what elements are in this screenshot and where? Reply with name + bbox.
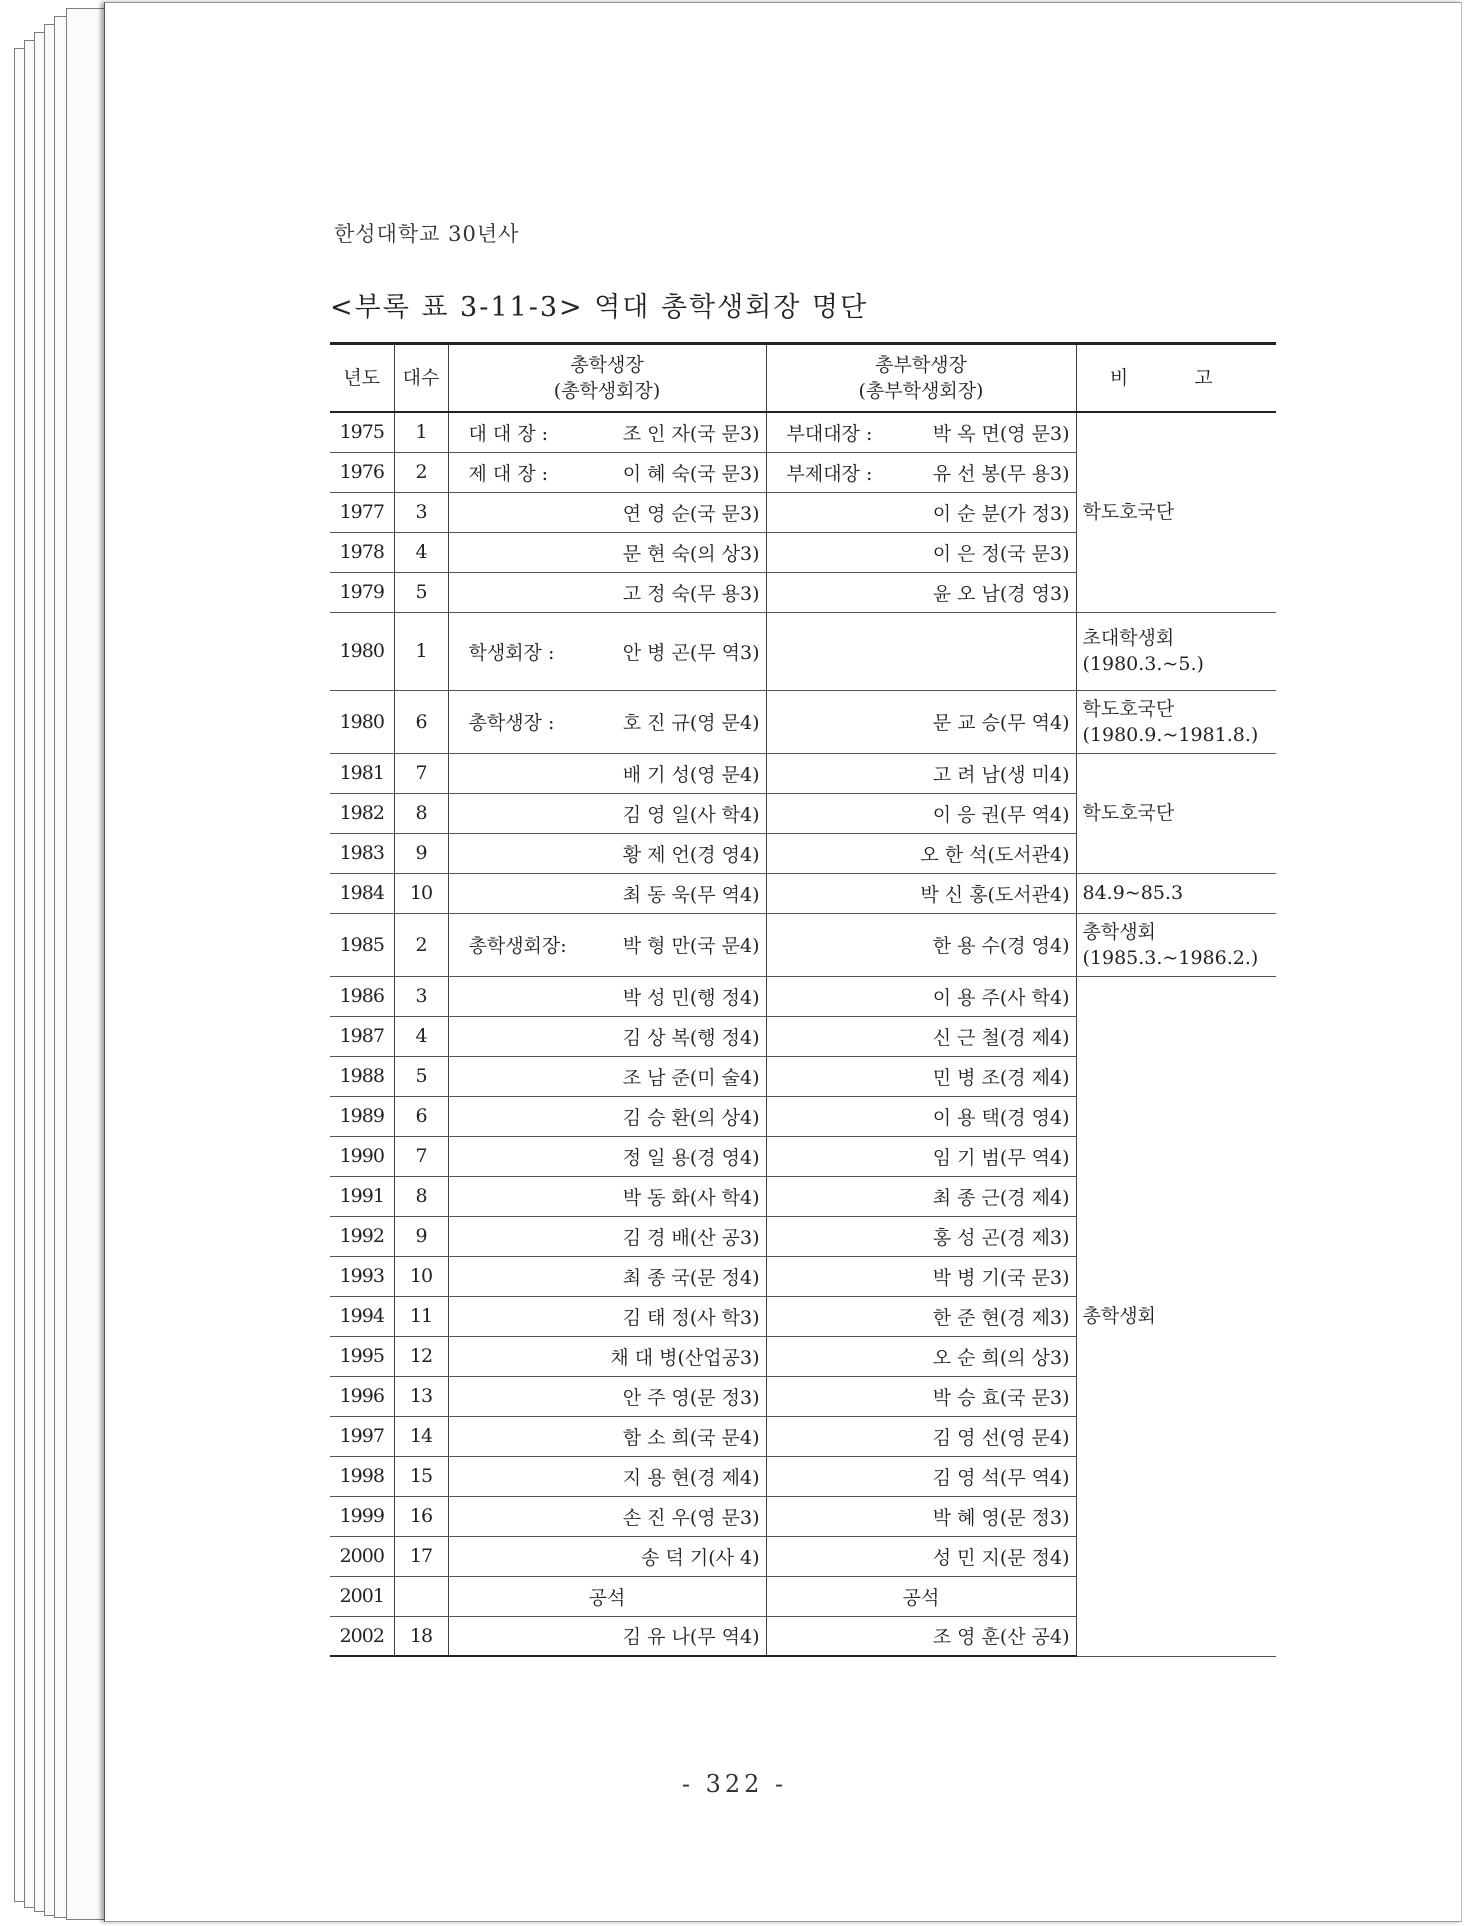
year-cell: 1984 — [330, 873, 394, 913]
vp-cell: 이 은 정(국 문3) — [766, 532, 1076, 572]
president-cell: 최 종 국(문 정4) — [448, 1256, 766, 1296]
vp-cell: 문 교 승(무 역4) — [766, 690, 1076, 753]
vp-cell: 고 려 남(생 미4) — [766, 753, 1076, 793]
vp-cell: 박 혜 영(문 정3) — [766, 1496, 1076, 1536]
generation-cell: 9 — [394, 833, 448, 873]
remark-cell — [1076, 690, 1276, 753]
vp-cell: 임 기 범(무 역4) — [766, 1136, 1076, 1176]
president-cell: 김 유 나(무 역4) — [448, 1616, 766, 1656]
col-header-vice-president — [766, 344, 1076, 413]
president-cell: 박 성 민(행 정4) — [448, 976, 766, 1016]
president-cell: 채 대 병(산업공3) — [448, 1336, 766, 1376]
remark-line: 학도호국단 — [1082, 697, 1175, 720]
president-name: 이 혜 숙(국 문3) — [622, 462, 760, 485]
year-cell: 2000 — [330, 1536, 394, 1576]
year-cell: 1981 — [330, 753, 394, 793]
remark-cell: 학도호국단 — [1076, 753, 1276, 873]
table-row — [330, 753, 1276, 793]
generation-cell: 13 — [394, 1376, 448, 1416]
vp-cell: 김 영 석(무 역4) — [766, 1456, 1076, 1496]
generation-cell: 1 — [394, 412, 448, 452]
year-cell: 1980 — [330, 690, 394, 753]
generation-cell: 1 — [394, 612, 448, 690]
president-name: 안 병 곤(무 역3) — [622, 641, 760, 664]
col-header-remarks: 비 고 — [1076, 344, 1276, 413]
vp-cell: 조 영 훈(산 공4) — [766, 1616, 1076, 1656]
year-cell: 1982 — [330, 793, 394, 833]
table-title: <부록 표 3-11-3> 역대 총학생회장 명단 — [330, 292, 869, 323]
vp-cell: 공석 — [766, 1576, 1076, 1616]
generation-cell: 18 — [394, 1616, 448, 1656]
year-cell: 1980 — [330, 612, 394, 690]
year-cell: 1995 — [330, 1336, 394, 1376]
vp-cell — [766, 412, 1076, 452]
vp-cell: 이 순 분(가 정3) — [766, 492, 1076, 532]
generation-cell: 6 — [394, 690, 448, 753]
col-header-generation: 대수 — [394, 344, 448, 413]
student-president-table — [330, 342, 1276, 1657]
generation-cell: 7 — [394, 1136, 448, 1176]
president-cell: 고 정 숙(무 용3) — [448, 572, 766, 612]
remark-cell — [1076, 612, 1276, 690]
generation-cell: 16 — [394, 1496, 448, 1536]
year-cell: 1985 — [330, 913, 394, 976]
year-cell: 1978 — [330, 532, 394, 572]
vp-cell: 박 승 효(국 문3) — [766, 1376, 1076, 1416]
generation-cell: 6 — [394, 1096, 448, 1136]
president-cell: 김 태 정(사 학3) — [448, 1296, 766, 1336]
generation-cell: 7 — [394, 753, 448, 793]
table-row — [330, 690, 1276, 753]
generation-cell: 15 — [394, 1456, 448, 1496]
remark-line: 총학생회 — [1082, 920, 1156, 943]
remark-line: 초대학생회 — [1082, 627, 1175, 649]
vp-cell: 윤 오 남(경 영3) — [766, 572, 1076, 612]
vp-cell — [766, 452, 1076, 492]
year-cell: 1976 — [330, 452, 394, 492]
vp-cell: 민 병 조(경 제4) — [766, 1056, 1076, 1096]
col-header-year: 년도 — [330, 344, 394, 413]
year-cell: 1996 — [330, 1376, 394, 1416]
president-name: 박 형 만(국 문4) — [622, 935, 760, 957]
generation-cell: 14 — [394, 1416, 448, 1456]
col-header-president-sub: (총학생회장) — [553, 380, 661, 402]
year-cell: 1990 — [330, 1136, 394, 1176]
remark-cell: 84.9~85.3 — [1076, 873, 1276, 913]
remark-line: (1980.9.~1981.8.) — [1082, 723, 1259, 746]
year-cell: 1979 — [330, 572, 394, 612]
table-row — [330, 913, 1276, 976]
col-header-vp-main: 총부학생장 — [875, 354, 967, 376]
remark-cell: 총학생회 — [1076, 976, 1276, 1656]
president-cell — [448, 913, 766, 976]
president-role: 총학생장 : — [468, 712, 555, 734]
vp-cell: 신 근 철(경 제4) — [766, 1016, 1076, 1056]
table-row — [330, 873, 1276, 913]
remark-line: (1985.3.~1986.2.) — [1082, 946, 1259, 969]
vp-cell: 오 한 석(도서관4) — [766, 833, 1076, 873]
president-cell: 조 남 준(미 술4) — [448, 1056, 766, 1096]
vp-cell: 박 병 기(국 문3) — [766, 1256, 1076, 1296]
generation-cell: 11 — [394, 1296, 448, 1336]
president-cell — [448, 452, 766, 492]
year-cell: 1983 — [330, 833, 394, 873]
vp-cell: 이 응 권(무 역4) — [766, 793, 1076, 833]
vp-name: 유 선 봉(무 용3) — [932, 462, 1070, 485]
year-cell: 1999 — [330, 1496, 394, 1536]
year-cell: 1987 — [330, 1016, 394, 1056]
remark-line: (1980.3.~5.) — [1082, 653, 1204, 675]
vp-name: 박 옥 면(영 문3) — [932, 422, 1070, 445]
table-header-row — [330, 344, 1276, 413]
col-header-president-main: 총학생장 — [570, 354, 644, 376]
president-cell: 김 영 일(사 학4) — [448, 793, 766, 833]
president-cell: 공석 — [448, 1576, 766, 1616]
year-cell: 1998 — [330, 1456, 394, 1496]
year-cell: 1997 — [330, 1416, 394, 1456]
generation-cell: 5 — [394, 572, 448, 612]
vp-role: 부대대장 : — [786, 422, 873, 445]
generation-cell: 3 — [394, 976, 448, 1016]
year-cell: 1986 — [330, 976, 394, 1016]
generation-cell: 17 — [394, 1536, 448, 1576]
generation-cell: 2 — [394, 913, 448, 976]
generation-cell: 8 — [394, 1176, 448, 1216]
vp-cell: 홍 성 곤(경 제3) — [766, 1216, 1076, 1256]
generation-cell: 10 — [394, 1256, 448, 1296]
col-header-vp-sub: (총부학생회장) — [858, 380, 984, 402]
president-cell: 함 소 희(국 문4) — [448, 1416, 766, 1456]
vp-cell: 이 용 주(사 학4) — [766, 976, 1076, 1016]
year-cell: 1989 — [330, 1096, 394, 1136]
president-cell: 김 경 배(산 공3) — [448, 1216, 766, 1256]
president-cell: 정 일 용(경 영4) — [448, 1136, 766, 1176]
president-cell: 안 주 영(문 정3) — [448, 1376, 766, 1416]
vp-cell: 박 신 홍(도서관4) — [766, 873, 1076, 913]
year-cell: 1991 — [330, 1176, 394, 1216]
generation-cell — [394, 1576, 448, 1616]
president-cell: 박 동 화(사 학4) — [448, 1176, 766, 1216]
year-cell: 1992 — [330, 1216, 394, 1256]
vp-cell: 김 영 선(영 문4) — [766, 1416, 1076, 1456]
page-number: - 322 - — [681, 1770, 788, 1798]
generation-cell: 9 — [394, 1216, 448, 1256]
year-cell: 1993 — [330, 1256, 394, 1296]
president-cell: 황 제 언(경 영4) — [448, 833, 766, 873]
vp-cell: 한 준 현(경 제3) — [766, 1296, 1076, 1336]
president-cell: 연 영 순(국 문3) — [448, 492, 766, 532]
year-cell: 1994 — [330, 1296, 394, 1336]
remark-cell: 학도호국단 — [1076, 412, 1276, 612]
table-row — [330, 612, 1276, 690]
president-cell: 최 동 욱(무 역4) — [448, 873, 766, 913]
president-cell: 지 용 현(경 제4) — [448, 1456, 766, 1496]
generation-cell: 3 — [394, 492, 448, 532]
president-cell — [448, 690, 766, 753]
vp-cell: 최 종 근(경 제4) — [766, 1176, 1076, 1216]
president-cell: 김 승 환(의 상4) — [448, 1096, 766, 1136]
generation-cell: 12 — [394, 1336, 448, 1376]
generation-cell: 4 — [394, 1016, 448, 1056]
year-cell: 1977 — [330, 492, 394, 532]
president-cell — [448, 412, 766, 452]
president-role: 대 대 장 : — [468, 422, 549, 445]
vp-cell: 한 용 수(경 영4) — [766, 913, 1076, 976]
year-cell: 1975 — [330, 412, 394, 452]
vp-cell: 오 순 희(의 상3) — [766, 1336, 1076, 1376]
generation-cell: 10 — [394, 873, 448, 913]
remark-cell — [1076, 913, 1276, 976]
president-name: 조 인 자(국 문3) — [622, 422, 760, 445]
year-cell: 2002 — [330, 1616, 394, 1656]
vp-cell: 이 용 택(경 영4) — [766, 1096, 1076, 1136]
president-cell: 배 기 성(영 문4) — [448, 753, 766, 793]
generation-cell: 2 — [394, 452, 448, 492]
year-cell: 2001 — [330, 1576, 394, 1616]
col-header-president — [448, 344, 766, 413]
president-cell — [448, 612, 766, 690]
president-role: 학생회장 : — [468, 641, 555, 664]
table-row — [330, 976, 1276, 1016]
vp-cell — [766, 612, 1076, 690]
president-cell: 손 진 우(영 문3) — [448, 1496, 766, 1536]
generation-cell: 5 — [394, 1056, 448, 1096]
generation-cell: 8 — [394, 793, 448, 833]
president-role: 총학생회장: — [468, 935, 567, 957]
president-cell: 송 덕 기(사 4) — [448, 1536, 766, 1576]
president-cell: 김 상 복(행 정4) — [448, 1016, 766, 1056]
generation-cell: 4 — [394, 532, 448, 572]
table-row — [330, 412, 1276, 452]
president-name: 호 진 규(영 문4) — [622, 712, 760, 734]
vp-role: 부제대장 : — [786, 462, 873, 485]
vp-cell: 성 민 지(문 정4) — [766, 1536, 1076, 1576]
president-role: 제 대 장 : — [468, 462, 549, 485]
running-header: 한성대학교 30년사 — [334, 222, 520, 246]
year-cell: 1988 — [330, 1056, 394, 1096]
president-cell: 문 현 숙(의 상3) — [448, 532, 766, 572]
